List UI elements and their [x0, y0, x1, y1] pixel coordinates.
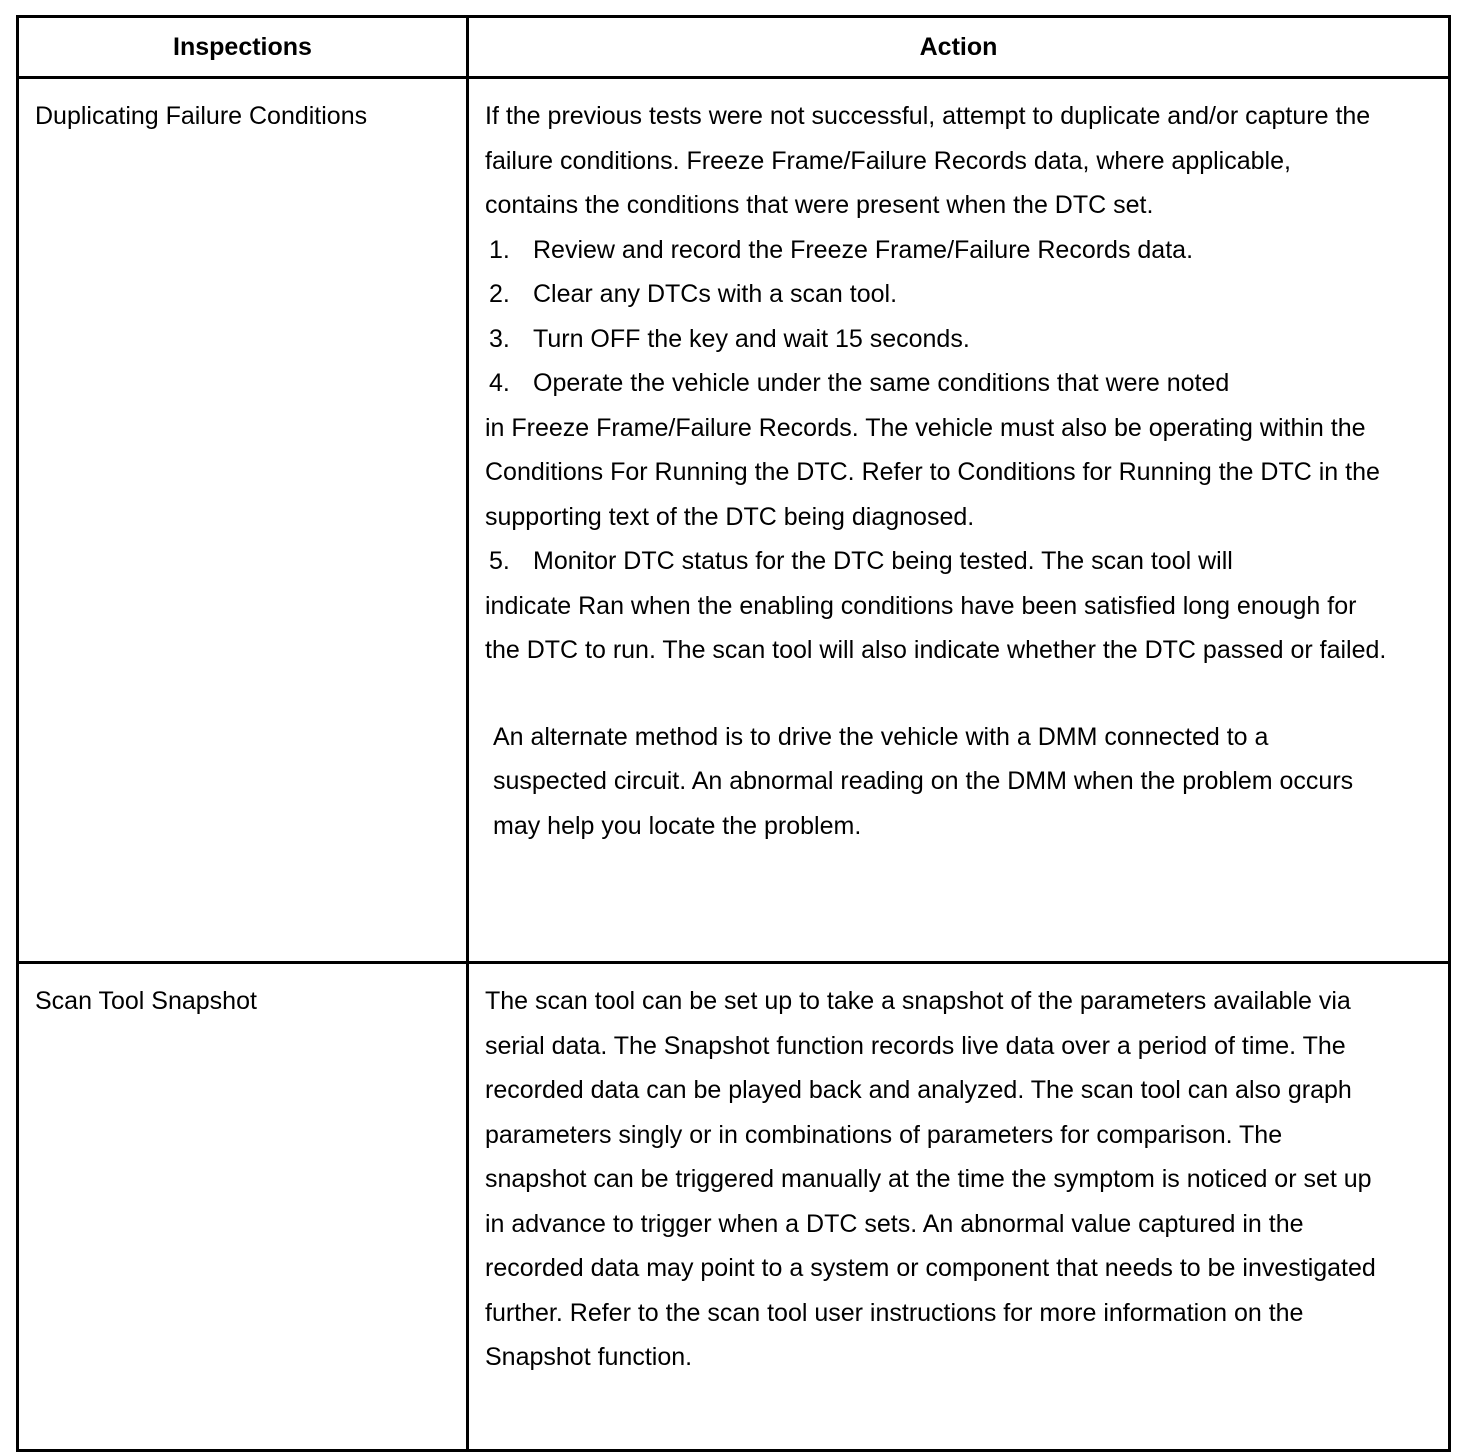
- table-row: [18, 963, 1450, 1451]
- step-text: Review and record the Freeze Frame/Failure Records data.: [533, 235, 1194, 264]
- inspections-column-header: Inspections: [18, 17, 468, 78]
- action-cell: [468, 963, 1450, 1451]
- step-continuation: in Freeze Frame/Failure Records. The vehicle must also be operating within the Conditions For Running the DTC. Refer to Conditions for Running the DTC in the supporting text of the DTC being diagnosed.: [485, 413, 1380, 531]
- header-row: [18, 17, 1450, 78]
- table-row: [18, 78, 1450, 963]
- action-text: The scan tool can be set up to take a snapshot of the parameters available via serial data. The Snapshot function records live data over a period of time. The recorded data can be played back and analyzed. The scan tool can also graph parameters singly or in combinations of parameters for comparison. The snapshot can be triggered manually at the time the symptom is noticed or set up in advance to trigger when a DTC sets. An abnormal value captured in the recorded data may point to a system or component that needs to be investigated further. Refer to the scan tool user instructions for more information on the Snapshot function.: [485, 987, 1376, 1371]
- step-text: Monitor DTC status for the DTC being tested. The scan tool will: [533, 547, 1233, 575]
- alternate-method-note: An alternate method is to drive the vehicle with a DMM connected to a suspected circuit. An abnormal reading on the DMM when the problem occurs may help you locate the problem.: [493, 722, 1354, 840]
- step-number: 1.: [489, 235, 510, 264]
- step-text: Clear any DTCs with a scan tool.: [533, 280, 898, 308]
- step-text: Turn OFF the key and wait 15 seconds.: [533, 324, 970, 353]
- step-continuation: indicate Ran when the enabling conditions have been satisfied long enough for the DTC to run. The scan tool will also indicate whether the DTC passed or failed.: [485, 591, 1387, 664]
- step-item: [485, 317, 1388, 362]
- inspection-cell: [18, 78, 468, 963]
- action-cell: [468, 78, 1450, 963]
- step-item: [485, 228, 1388, 273]
- step-number: 2.: [489, 280, 510, 308]
- inspection-cell: [18, 963, 468, 1451]
- inspection-label: Duplicating Failure Conditions: [35, 102, 368, 130]
- step-item: [485, 361, 1388, 406]
- action-column-header: Action: [468, 17, 1450, 78]
- action-intro: If the previous tests were not successful, attempt to duplicate and/or capture the failure conditions. Freeze Frame/Failure Records data, where applicable, contains the conditions that were present when the DTC set.: [485, 102, 1371, 219]
- step-number: 5.: [489, 547, 510, 575]
- step-text: Operate the vehicle under the same conditions that were noted: [533, 369, 1230, 397]
- inspection-action-table: [16, 15, 1451, 1452]
- step-number: 4.: [489, 369, 510, 397]
- paragraph-spacer: [485, 673, 1388, 715]
- inspection-label: Scan Tool Snapshot: [35, 987, 257, 1015]
- step-item: [485, 272, 1388, 317]
- step-item: [485, 539, 1388, 584]
- step-number: 3.: [489, 324, 510, 353]
